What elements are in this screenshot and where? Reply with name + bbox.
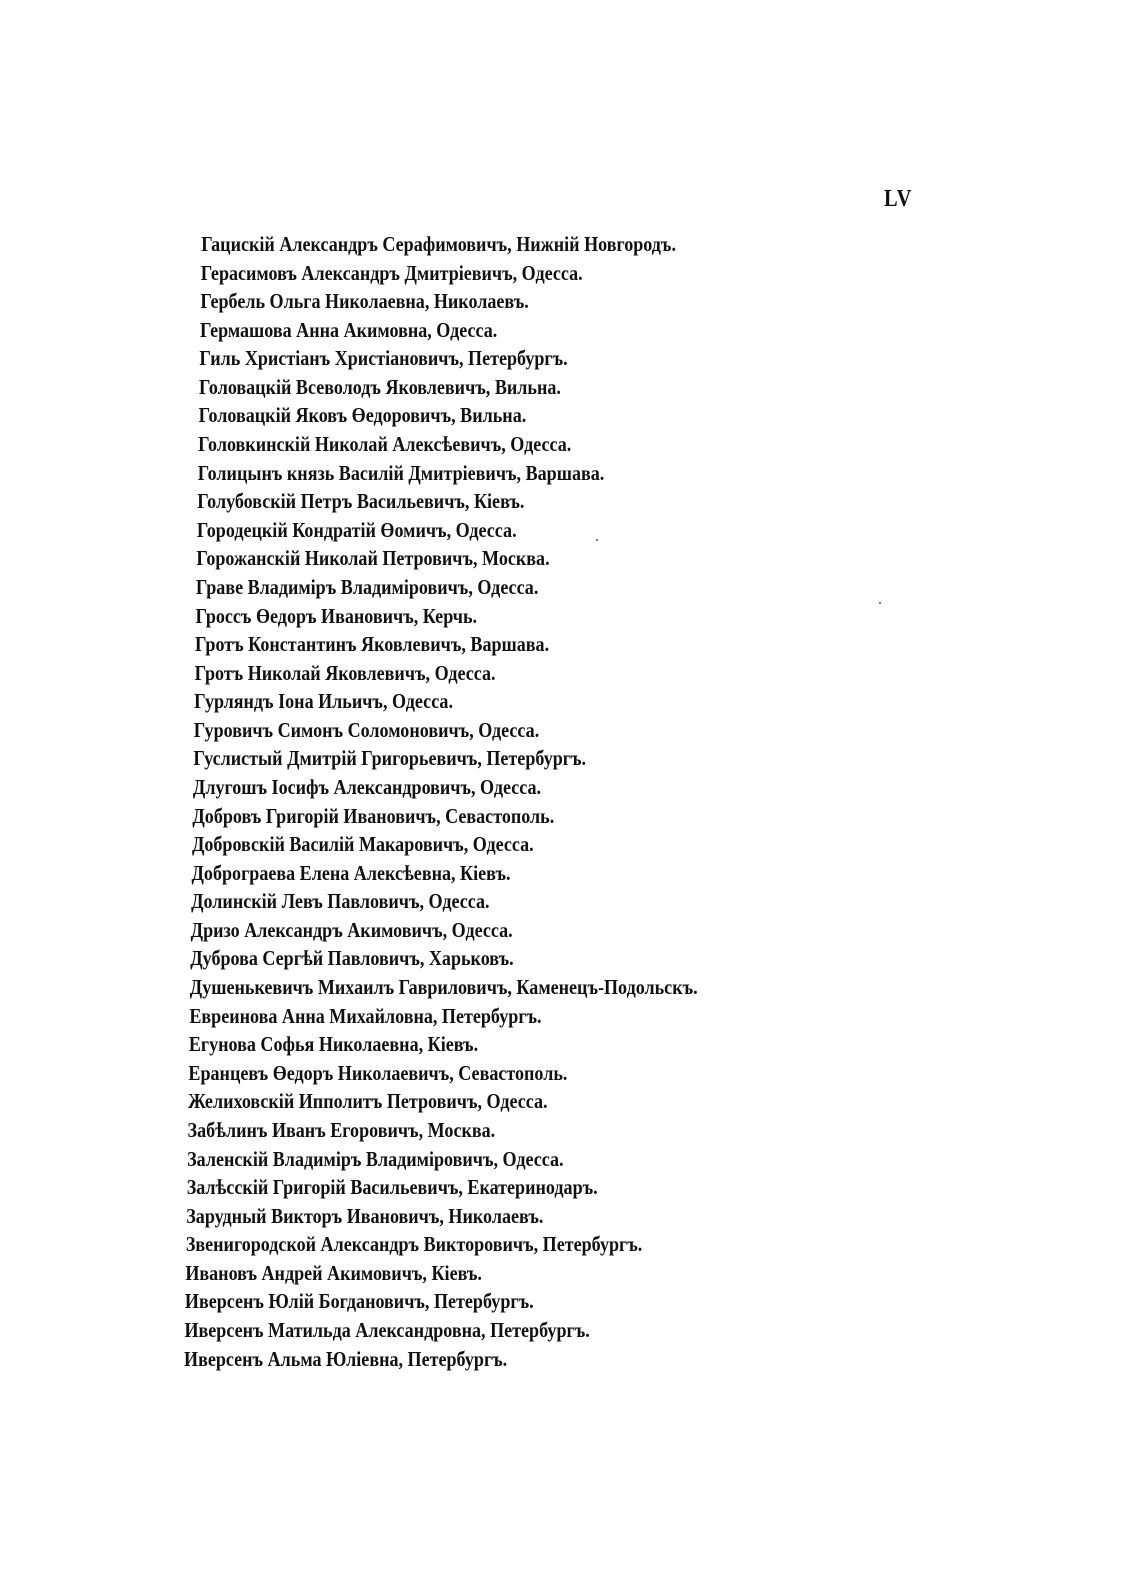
list-item: Душенькевичъ Михаилъ Гавриловичъ, Каменецъ-Подольскъ. [189,975,698,1000]
list-item: Долинскій Левъ Павловичъ, Одесса. [191,889,490,914]
list-item: Ивановъ Андрей Акимовичъ, Кіевъ. [185,1260,482,1285]
entry-list [0,230,1140,1373]
list-item: Гацискій Александръ Серафимовичъ, Нижній Новгородъ. [201,232,676,256]
list-item: Дризо Александръ Акимовичъ, Одесса. [190,917,513,942]
list-item: Иверсенъ Юлій Богдановичъ, Петербургъ. [184,1289,534,1314]
list-item: Евреинова Анна Михайловна, Петербургъ. [189,1003,542,1028]
list-item: Гиль Христіанъ Христіановичъ, Петербургъ. [199,346,568,371]
list-item: Гуровичъ Симонъ Соломоновичъ, Одесса. [193,717,540,742]
list-item: Еранцевъ Өедоръ Николаевичъ, Севастополь. [188,1060,568,1085]
list-item: Герасимовъ Александръ Дмитріевичъ, Одесса. [200,260,583,285]
list-item: Головкинскій Николай Алексѣевичъ, Одесса. [198,432,572,457]
list-item: Гурляндъ Іона Ильичъ, Одесса. [194,689,453,714]
list-item: Головацкій Всеволодъ Яковлевичъ, Вильна. [198,374,561,399]
list-item: Заленскій Владиміръ Владиміровичъ, Одесса. [187,1146,564,1171]
list-item: Гроссъ Өедоръ Ивановичъ, Керчь. [195,603,478,628]
list-item: Добровъ Григорій Ивановичъ, Севастополь. [192,803,555,828]
list-item: Гермашова Анна Акимовна, Одесса. [199,317,498,342]
list-item: Гуслистый Дмитрій Григорьевичъ, Петербургъ. [193,746,587,771]
list-item: Длугошъ Іосифъ Александровичъ, Одесса. [192,774,542,799]
list-item: Гротъ Николай Яковлевичъ, Одесса. [194,660,496,685]
list-item: Горожанскій Николай Петровичъ, Москва. [196,546,550,571]
page-number: LV [884,186,913,212]
list-item: Городецкій Кондратій Өомичъ, Одесса. [196,517,517,542]
list-item: Дуброва Сергѣй Павловичъ, Харьковъ. [190,946,514,971]
list-item: Голубовскій Петръ Васильевичъ, Кіевъ. [197,489,525,514]
list-item: Егунова Софья Николаевна, Кіевъ. [188,1032,479,1057]
list-item: Иверсенъ Альма Юліевна, Петербургъ. [184,1346,508,1371]
list-item: Голицынъ князь Василій Дмитріевичъ, Варшава. [197,460,605,485]
list-item: Гербель Ольга Николаевна, Николаевъ. [200,289,529,314]
list-item: Гротъ Константинъ Яковлевичъ, Варшава. [195,632,550,657]
list-item: Залѣсскій Григорій Васильевичъ, Екатеринодаръ. [186,1175,598,1200]
list-item: Иверсенъ Матильда Александровна, Петербургъ. [184,1317,590,1342]
list-item: Добровскій Василій Макаровичъ, Одесса. [191,832,534,857]
list-item: Зарудный Викторъ Ивановичъ, Николаевъ. [186,1203,544,1228]
list-item: Звенигородской Александръ Викторовичъ, Петербургъ. [185,1232,643,1257]
stray-mark [596,539,598,541]
list-item: Головацкій Яковъ Өедоровичъ, Вильна. [198,403,527,428]
list-item: Желиховскій Ипполитъ Петровичъ, Одесса. [187,1089,548,1114]
list-item: Доброграева Елена Алексѣевна, Кіевъ. [191,860,511,885]
list-item: Забѣлинъ Иванъ Егоровичъ, Москва. [187,1117,496,1142]
stray-mark [879,602,881,604]
list-item: Граве Владиміръ Владиміровичъ, Одесса. [195,574,539,599]
